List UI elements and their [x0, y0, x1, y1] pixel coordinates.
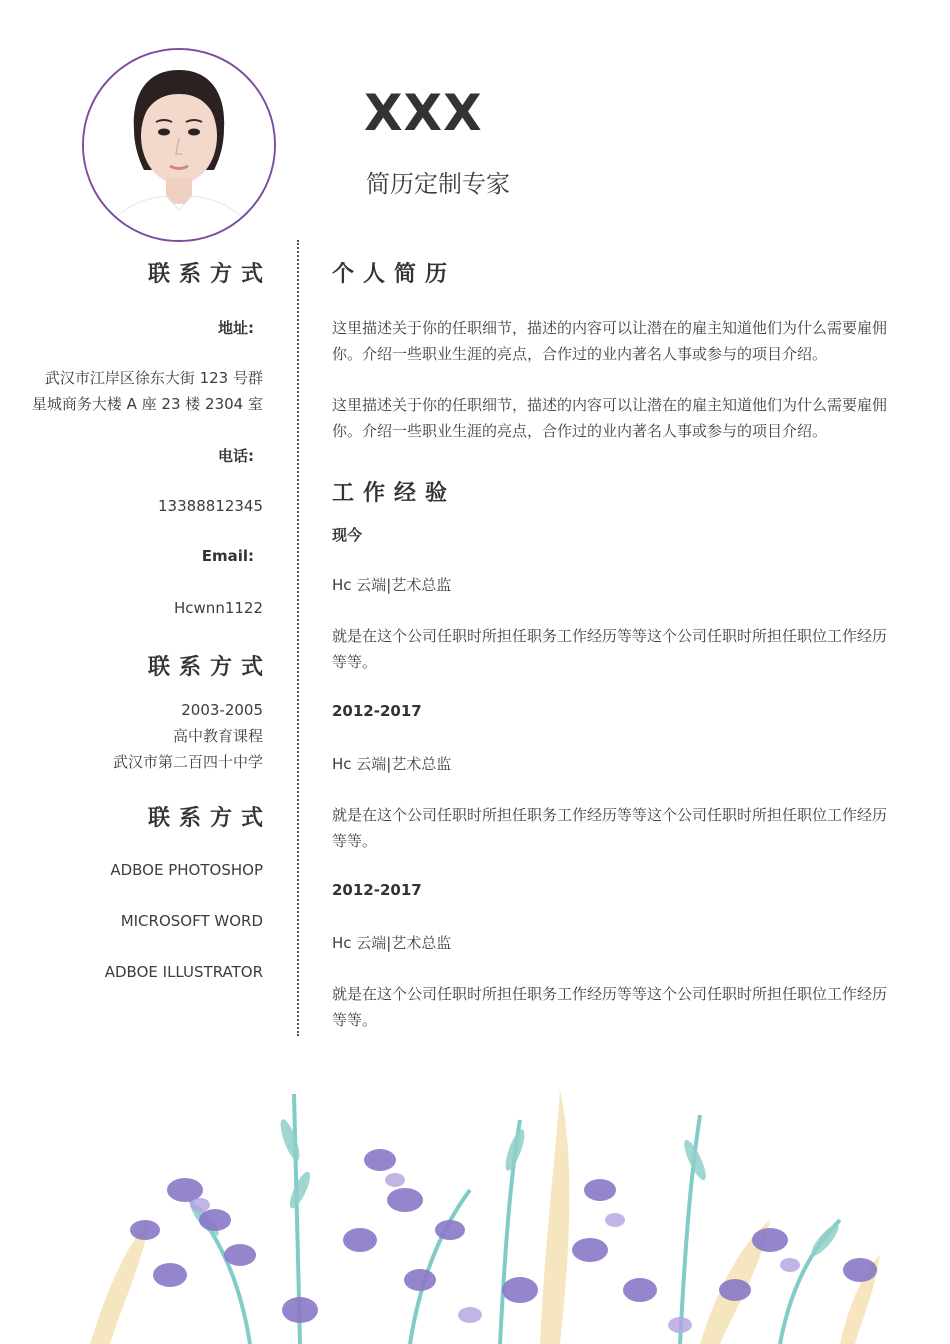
experience-desc: 就是在这个公司任职时所担任职务工作经历等等这个公司任职时所担任职位工作经历等等。 — [332, 627, 888, 671]
experience-heading: 工作经验 — [332, 481, 457, 506]
contact-heading: 联系方式 — [147, 262, 272, 287]
experience-role: Hc 云端|艺术总监 — [332, 755, 452, 773]
skill-item: ADBOE PHOTOSHOP — [110, 861, 263, 879]
email-value: Hcwnn1122 — [174, 599, 263, 617]
address-label: 地址: — [218, 319, 254, 337]
experience-desc: 就是在这个公司任职时所担任职务工作经历等等这个公司任职时所担任职位工作经历等等。 — [332, 806, 888, 850]
skill-item: MICROSOFT WORD — [120, 912, 263, 930]
skills-heading: 联系方式 — [147, 806, 272, 831]
email-label: Email: — [201, 547, 254, 565]
phone-value: 13388812345 — [158, 497, 263, 515]
phone-label: 电话: — [218, 447, 254, 465]
candidate-name: XXX — [364, 84, 483, 142]
experience-period: 现今 — [332, 526, 363, 544]
education-line: 高中教育课程 — [172, 727, 263, 745]
profile-photo — [82, 48, 276, 242]
address-line-1: 武汉市江岸区徐东大街 123 号群 — [44, 369, 263, 387]
experience-role: Hc 云端|艺术总监 — [332, 934, 452, 952]
experience-role: Hc 云端|艺术总监 — [332, 576, 452, 594]
address-line-2: 星城商务大楼 A 座 23 楼 2304 室 — [31, 395, 263, 413]
candidate-subtitle: 简历定制专家 — [366, 170, 510, 198]
lavender-bouquet-icon — [0, 1080, 950, 1344]
education-heading: 联系方式 — [147, 655, 272, 680]
education-line: 2003-2005 — [181, 701, 263, 719]
experience-desc: 就是在这个公司任职时所担任职务工作经历等等这个公司任职时所担任职位工作经历等等。 — [332, 985, 888, 1029]
profile-heading: 个人简历 — [332, 262, 457, 287]
education-line: 武汉市第二百四十中学 — [112, 753, 263, 771]
profile-paragraph: 这里描述关于你的任职细节，描述的内容可以让潜在的雇主知道他们为什么需要雇佣你。介绍一些职业生涯的亮点，合作过的业内著名人事或参与的项目介绍。 — [332, 396, 888, 440]
skill-item: ADBOE ILLUSTRATOR — [104, 963, 263, 981]
experience-period: 2012-2017 — [332, 702, 422, 720]
portrait-icon — [84, 50, 274, 240]
column-divider — [297, 240, 299, 1036]
experience-period: 2012-2017 — [332, 881, 422, 899]
profile-paragraph: 这里描述关于你的任职细节，描述的内容可以让潜在的雇主知道他们为什么需要雇佣你。介绍一些职业生涯的亮点，合作过的业内著名人事或参与的项目介绍。 — [332, 319, 888, 363]
